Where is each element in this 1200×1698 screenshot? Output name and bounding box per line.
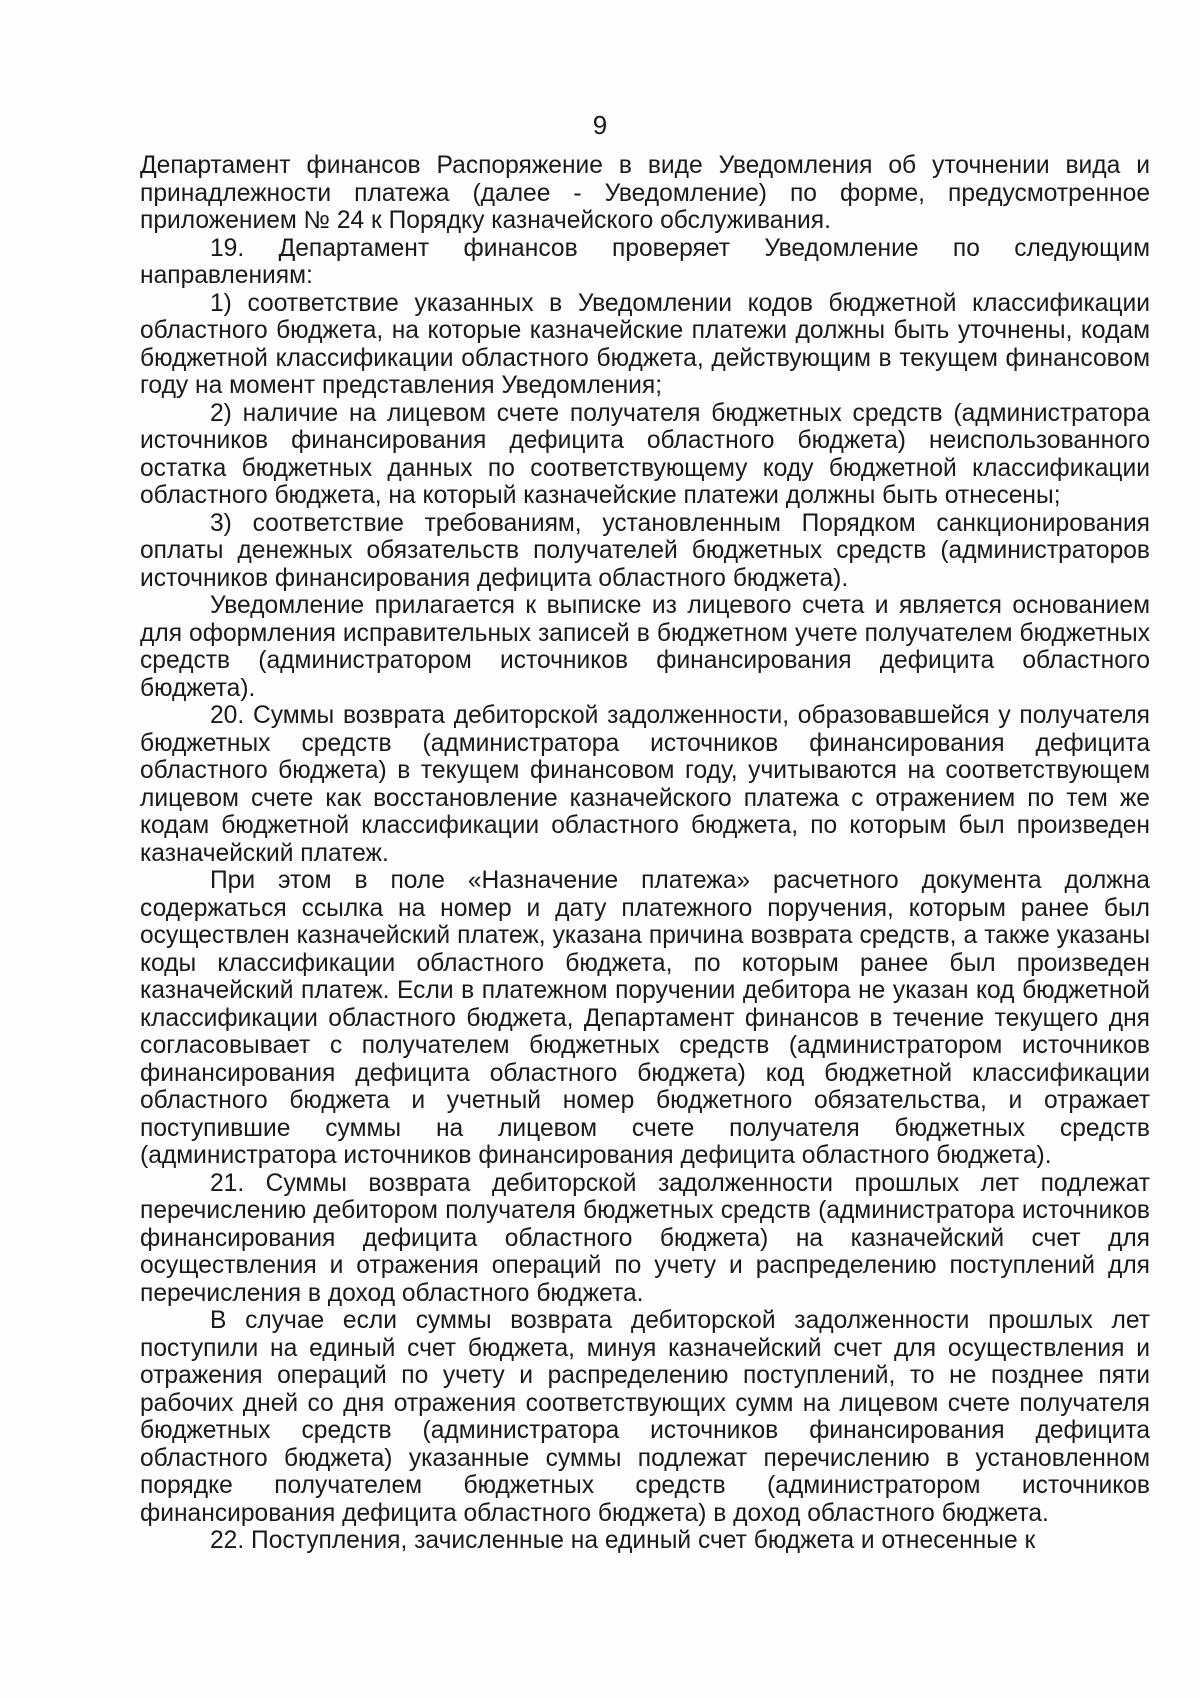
paragraph-20: 20. Суммы возврата дебиторской задолженности, образовавшейся у получателя бюджетных средств (администратора источников финансирования дефицита областного бюджета) в текущем финансовом году, учитываются на соответствующем лицевом счете как восстановление казначейского платежа с отражением по тем же кодам бюджетной классификации областного бюджета, по которым был произведен казначейский платеж. xyxy=(140,702,1150,867)
paragraph-21: 21. Суммы возврата дебиторской задолженности прошлых лет подлежат перечислению дебитором получателя бюджетных средств (администратора источников финансирования дефицита областного бюджета) на казначейский счет для осуществления и отражения операций по учету и распределению поступлений для перечисления в доход областного бюджета. xyxy=(140,1169,1150,1307)
paragraph-notification: Уведомление прилагается к выписке из лицевого счета и является основанием для оформления исправительных записей в бюджетном учете получателем бюджетных средств (администратором источников финансирования дефицита областного бюджета). xyxy=(140,592,1150,702)
document-body xyxy=(140,152,1150,1555)
paragraph-19-item-2: 2) наличие на лицевом счете получателя бюджетных средств (администратора источников финансирования дефицита областного бюджета) неиспользованного остатка бюджетных данных по соответствующему коду бюджетной классификации областного бюджета, на который казначейские платежи должны быть отнесены; xyxy=(140,399,1150,509)
paragraph-intro: Департамент финансов Распоряжение в виде Уведомления об уточнении вида и принадлежности платежа (далее - Уведомление) по форме, предусмотренное приложением № 24 к Порядку казначейского обслуживания. xyxy=(140,152,1150,234)
paragraph-19: 19. Департамент финансов проверяет Уведомление по следующим направлениям: xyxy=(140,234,1150,289)
paragraph-20-details: При этом в поле «Назначение платежа» расчетного документа должна содержаться ссылка на номер и дату платежного поручения, которым ранее был осуществлен казначейский платеж, указана причина возврата средств, а также указаны коды классификации областного бюджета, по которым ранее был произведен казначейский платеж. Если в платежном поручении дебитора не указан код бюджетной классификации областного бюджета, Департамент финансов в течение текущего дня согласовывает с получателем бюджетных средств (администратором источников финансирования дефицита областного бюджета) код бюджетной классификации областного бюджета и учетный номер бюджетного обязательства, и отражает поступившие суммы на лицевом счете получателя бюджетных средств (администратора источников финансирования дефицита областного бюджета). xyxy=(140,867,1150,1169)
paragraph-19-item-1: 1) соответствие указанных в Уведомлении кодов бюджетной классификации областного бюджета, на которые казначейские платежи должны быть уточнены, кодам бюджетной классификации областного бюджета, действующим в текущем финансовом году на момент представления Уведомления; xyxy=(140,289,1150,399)
paragraph-19-item-3: 3) соответствие требованиям, установленным Порядком санкционирования оплаты денежных обязательств получателей бюджетных средств (администраторов источников финансирования дефицита областного бюджета). xyxy=(140,509,1150,592)
paragraph-21-details: В случае если суммы возврата дебиторской задолженности прошлых лет поступили на единый счет бюджета, минуя казначейский счет для осуществления и отражения операций по учету и распределению поступлений, то не позднее пяти рабочих дней со дня отражения соответствующих сумм на лицевом счете получателя бюджетных средств (администратора источников финансирования дефицита областного бюджета) указанные суммы подлежат перечислению в установленном порядке получателем бюджетных средств (администратором источников финансирования дефицита областного бюджета) в доход областного бюджета. xyxy=(140,1307,1150,1527)
paragraph-22: 22. Поступления, зачисленные на единый счет бюджета и отнесенные к xyxy=(210,1527,1036,1554)
page-number: 9 xyxy=(592,110,608,140)
